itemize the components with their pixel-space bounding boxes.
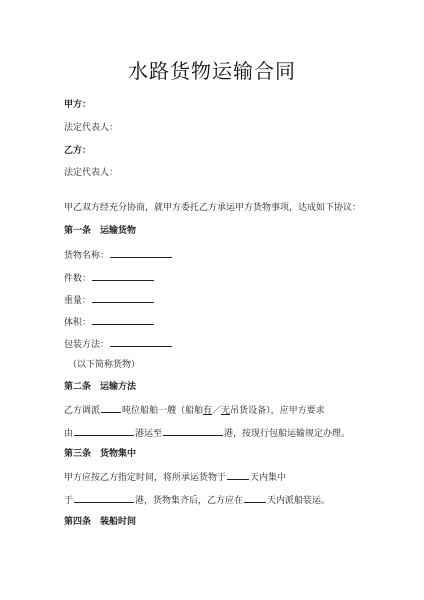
article-2-heading: 第二条 运输方法 (64, 382, 137, 392)
blank-line (92, 315, 154, 325)
text: 港，按现行包船运输规定办理。 (224, 429, 351, 439)
blank-line (101, 403, 121, 413)
field-label: 货物名称： (64, 251, 110, 261)
field-label: 包装方法： (64, 340, 110, 350)
text: ／ (212, 406, 222, 416)
blank-line (92, 271, 154, 281)
article-4-heading: 第四条 装船时间 (64, 517, 137, 527)
field-packaging (64, 337, 173, 351)
text: 天内派船装运。 (267, 496, 331, 506)
blank-line (92, 293, 154, 303)
blank-line (244, 493, 266, 503)
text: 港，货物集齐后，乙方应在 (135, 496, 244, 506)
text: 于 (64, 496, 74, 506)
blank-line (163, 426, 223, 436)
text: 甲方应按乙方指定时间，将所承运货物于 (64, 473, 227, 483)
text: 港运至 (135, 429, 163, 439)
article-3-line-1 (64, 470, 286, 484)
field-label: 体积： (64, 318, 92, 328)
option-have: 有 (203, 406, 213, 416)
field-quantity (64, 271, 155, 285)
text: 天内集中 (250, 473, 287, 483)
party-a-label: 甲方： (64, 100, 92, 110)
document-title: 水路货物运输合同 (128, 59, 296, 83)
party-b-label: 乙方： (64, 146, 92, 156)
article-2-line-1 (64, 403, 325, 417)
article-3-line-2 (64, 493, 330, 507)
option-none: 无 (221, 406, 231, 416)
field-label: 件数： (64, 274, 92, 284)
text: 吨位船舶一艘（船舶 (122, 406, 204, 416)
article-2-line-2 (64, 426, 350, 440)
article-3-heading: 第三条 货物集中 (64, 449, 137, 459)
intro-paragraph: 甲乙双方经充分协商，就甲方委托乙方承运甲方货物事项，达成如下协议： (64, 203, 362, 213)
party-a-rep: 法定代表人： (64, 123, 119, 133)
field-volume (64, 315, 155, 329)
field-label: 重量： (64, 296, 92, 306)
blank-line (110, 337, 172, 347)
goods-note: （以下简称货物） (68, 360, 141, 370)
party-b-rep: 法定代表人： (64, 168, 119, 178)
text: 吊货设备），应甲方要求 (230, 406, 325, 416)
blank-line (74, 426, 134, 436)
field-weight (64, 293, 155, 307)
article-1-heading: 第一条 运输货物 (64, 226, 137, 236)
blank-line (74, 493, 134, 503)
text: 由 (64, 429, 74, 439)
blank-line (110, 248, 172, 258)
field-goods-name (64, 248, 173, 262)
blank-line (227, 470, 249, 480)
text: 乙方调派 (64, 406, 101, 416)
